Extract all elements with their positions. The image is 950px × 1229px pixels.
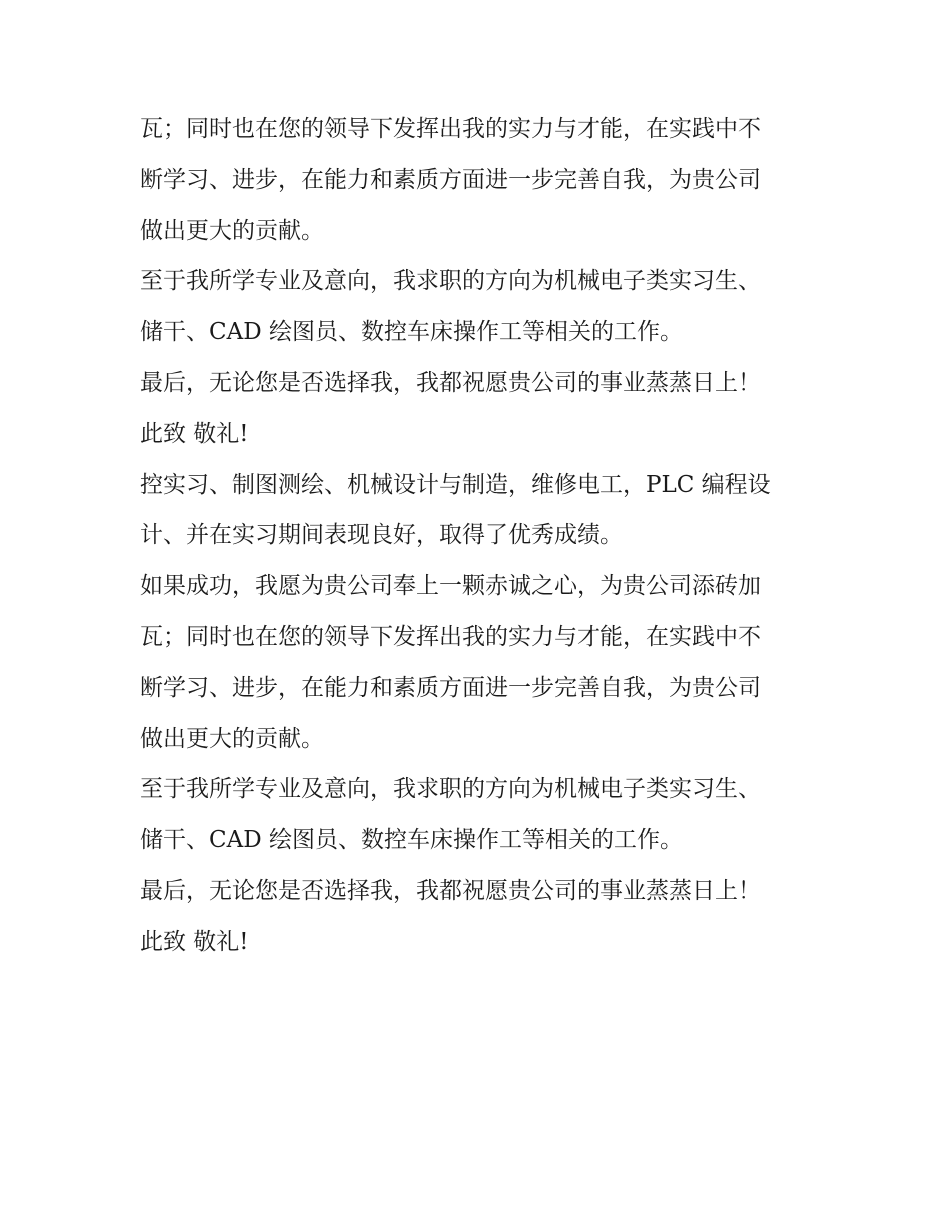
text-line: 断学习、进步，在能力和素质方面进一步完善自我，为贵公司 (140, 166, 761, 193)
text-line: 最后，无论您是否选择我，我都祝愿贵公司的事业蒸蒸日上！ (140, 369, 761, 396)
text-line: 此致 敬礼! (140, 420, 249, 447)
text-line: 储干、CAD 绘图员、数控车床操作工等相关的工作。 (140, 827, 683, 854)
text-line: 如果成功，我愿为贵公司奉上一颗赤诚之心，为贵公司添砖加 (140, 573, 761, 600)
text-line: 做出更大的贡献。 (140, 217, 324, 244)
text-line: 储干、CAD 绘图员、数控车床操作工等相关的工作。 (140, 319, 683, 346)
text-line: 至于我所学专业及意向，我求职的方向为机械电子类实习生、 (140, 776, 761, 803)
text-line: 此致 敬礼! (140, 928, 249, 955)
text-line: 最后，无论您是否选择我，我都祝愿贵公司的事业蒸蒸日上！ (140, 877, 761, 904)
text-line: 控实习、制图测绘、机械设计与制造，维修电工，PLC 编程设 (140, 471, 771, 498)
text-line: 计、并在实习期间表现良好，取得了优秀成绩。 (140, 522, 623, 549)
text-line: 至于我所学专业及意向，我求职的方向为机械电子类实习生、 (140, 268, 761, 295)
text-line: 断学习、进步，在能力和素质方面进一步完善自我，为贵公司 (140, 674, 761, 701)
text-line: 做出更大的贡献。 (140, 725, 324, 752)
document-body (140, 104, 830, 968)
text-line: 瓦；同时也在您的领导下发挥出我的实力与才能，在实践中不 (140, 116, 761, 142)
text-line: 瓦；同时也在您的领导下发挥出我的实力与才能，在实践中不 (140, 623, 761, 650)
